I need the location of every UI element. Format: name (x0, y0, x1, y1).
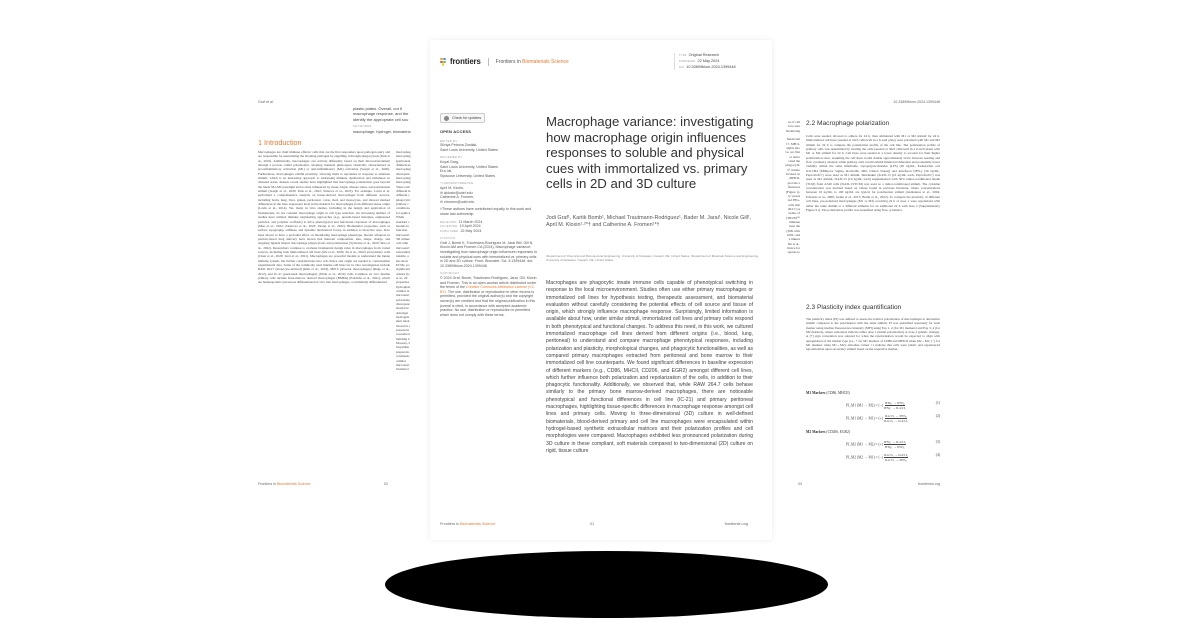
main-footer-journal (440, 522, 496, 526)
received-value: 11 March 2024 (458, 219, 483, 224)
column-fragment-line: (Figure 1), (785, 189, 800, 194)
received-label: RECEIVED (440, 219, 457, 224)
column-fragment-line: e linkers (788, 237, 800, 242)
open-access-label: OPEN ACCESS (440, 129, 472, 134)
journal-header (440, 57, 569, 66)
column-fragment-line: et al., 20 (396, 275, 408, 280)
equation-denominator: IL4/13₁ → IFNγ₂ (884, 458, 908, 462)
column-fragment-line: , MHCII, (787, 176, 800, 181)
column-fragment-line: cellular (396, 358, 406, 363)
column-fragment-line: sponse to (787, 250, 800, 255)
column-fragment-line: building b (396, 336, 410, 341)
column-fragment-line: primary c (396, 202, 409, 207)
journal-name-highlight: Biomaterials Science (522, 58, 569, 65)
abstract-tail-line: plastic plates. Overall, our fi (353, 106, 403, 111)
column-fragment-line: significant (396, 267, 410, 272)
column-fragment-line: ve, we first (785, 150, 800, 155)
column-fragment-line: discrepanc (396, 171, 411, 176)
check-for-updates-button[interactable] (440, 113, 485, 123)
column-fragment-line: differences (396, 163, 411, 168)
column-fragment-line: extracellul (396, 249, 410, 254)
copyright-text (440, 276, 538, 317)
equation-number: (1) (935, 401, 940, 405)
correspondence-label: *CORRESPONDENCE (440, 181, 474, 186)
column-fragment-line: models fo (396, 223, 410, 228)
column-fragment-line: polarizatio (396, 297, 411, 302)
equation-number: (2) (935, 414, 940, 418)
column-fragment-line: functional (786, 137, 800, 142)
published-label: PUBLISHED (679, 59, 696, 63)
correspondent-email[interactable]: ✉ cfromen@udel.edu (440, 199, 475, 204)
article-abstract: Macrophages are phagocytic innate immune cells capable of phenotypical switching in response to the local microenvironment. Studies often use either primary macrophages or immortalized cell lines for hypothesis testing, therapeutic assessment, and biomaterial evaluation without carefully considering the potential effects of cell source and tissue of origin, which strongly influence macrophage response. Surprisingly, limited information is available about how, under similar stimuli, immortalized cell lines and primary cells respond in both phenotypical and functional changes. To address this need, in this work, we cultured immortalized macrophage cell lines derived from different origins (i.e., blood, lung, peritoneal) to understand and compare macrophage phenotypical responses, including polarization and plasticity, morphological changes, and phagocytic functionalities, as well as compared primary macrophages extracted from peritoneal and bone marrow to their immortalized cell line counterparts. We found significant differences in baseline expression of different markers (e.g., CD86, MHCII, CD206, and EGR2) amongst different cell lines, which further influence both polarization and repolarization of the cells, in addition to their phagocytic functionality. Additionally, we observed that, while RAW 264.7 cells behave similarly to the primary bone marrow-derived macrophages, there are noticeable phenotypical and functional differences in cell line (IC-21) and primary peritoneal macrophages, highlighting tissue-specific differences in macrophage response amongst cell lines and primary cells. Moving to three-dimensional (3D) culture in well-defined biomaterials, blood-derived primary and cell line macrophages were encapsulated within hydrogel-based synthetic extracellular matrices and their polarization profiles and cell morphologies were compared. Macrophages exhibited less pronounced polarization during 3D culture in these compliant, soft materials compared to two-dimensional (2D) culture on rigid, tissue culture (546, 280, 753, 454)
column-fragment-line: (TRUM™ (786, 215, 800, 220)
column-fragment-line: choice for (786, 245, 800, 250)
left-page-footer-journal (258, 482, 311, 486)
article-sidebar (440, 113, 538, 317)
column-fragment-line: tudies of (788, 211, 800, 216)
column-fragment-line: microenvi (396, 245, 410, 250)
reviewer-name: Era Jai, (440, 169, 453, 174)
frontiers-logo-icon (440, 58, 446, 66)
m1-markers-label (806, 391, 850, 395)
article-authors: Jodi Graf¹, Kartik Bomb¹, Michael Trautmann-Rodriguez¹, Bader M. Jarai¹, Nicole Gill¹, April M. Kloxin¹·²*† and Catherine A. Fromen¹*† (546, 215, 752, 229)
right-page-site-link[interactable]: frontiersin.org (918, 482, 940, 486)
accepted-value: 19 April 2024 (459, 224, 481, 229)
article-affiliations: ¹Department of Chemical and Biomolecular Engineering, University of Delaware, Newark, DE, United States, ²Department of Materials Science and Engineering, University of Delaware, Newark, DE, United States (546, 254, 759, 262)
column-fragment-line: standard c (396, 219, 410, 224)
left-page-number: 02 (384, 482, 388, 486)
equation-numerator: IL4/13₁ → IL4/13₂ (883, 453, 909, 457)
equation-denominator: IFNγ₁ → IFNγ₂ (884, 445, 905, 449)
column-fragment-line: cell cultu (396, 241, 409, 246)
column-fragment-line: cells that (788, 202, 800, 207)
published-value: 22 May 2024 (697, 58, 720, 63)
m2-markers: (CD206, EGR2) (826, 430, 850, 434)
column-fragment-line: for applica (396, 210, 411, 215)
reviewer-affiliation: Syracuse University, United States (440, 173, 496, 178)
column-fragment-line: ty versus (788, 193, 800, 198)
column-fragment-line: function. (396, 228, 408, 233)
equation-lhs: PI_M2 (M1 → M2) = (+) (846, 442, 883, 447)
section-title-introduction: 1 Introduction (258, 138, 302, 147)
keywords-label: KEYWORDS (353, 124, 372, 128)
column-fragment-line: microenvi (396, 232, 410, 237)
cc-license-link[interactable]: Creative Commons Attribution License (CC BY). (440, 285, 535, 294)
journal-name-prefix: Frontiers in (495, 58, 523, 65)
column-fragment-line: bioactive l (396, 323, 410, 328)
introduction-column-2 (396, 150, 430, 470)
column-fragment-line: GER, and (786, 232, 800, 237)
right-page-column-1 (772, 120, 800, 480)
column-fragment-line: focused on (785, 172, 800, 177)
equal-contribution-note: †These authors have contributed equally to this work and share last authorship (440, 207, 532, 216)
equation-numerator: IFNγ₁ → IL4/13₂ (883, 440, 907, 444)
column-fragment-line: tunable, a (396, 254, 409, 259)
reviewer-affiliation: Saint Louis University, United States (440, 164, 498, 169)
column-fragment-line: microenvi (396, 362, 410, 367)
column-fragment-line: present hi (396, 328, 409, 333)
column-fragment-line: their tunal (396, 319, 410, 324)
right-page-preview (772, 90, 944, 490)
article-doi (679, 65, 736, 71)
column-fragment-line: conditions (396, 206, 410, 211)
column-fragment-line: Mooney, 2 (396, 341, 411, 346)
correspondent-name: April M. Kloxin, (440, 185, 464, 190)
section-2-3-text: The plasticity index (PI) was defined to assess the relative polarization of macrophages to alternative stimuli compared to the polarization with the same stimuli. PI was quantified separately for each marker using median fluorescence intensity (MFI) using Eqs 1, 2 (for M1 markers) and Eqs 3, 4 (for M2 markers), where subscripts indicate either dose 1 (initial polarization) or dose 2 (plastic change). A (+) sign convention was adopted for when the repolarization would be expected to align with upregulation of the marker type (i.e., + for M1 markers of CD86 and MHCII when M2→M1; (−) for M1 markers when M1→M2). Absolute values >1 indicate that cells were plastic and experienced repolarization upon secondary stimuli based on the respective marker. (806, 317, 940, 352)
doi-value[interactable]: 10.3389/fbiom.2024.1399448 (686, 64, 736, 69)
column-fragment-line: provide a (787, 180, 800, 185)
equation-denominator: IL4/13₁ → IL4/13₂ (883, 419, 909, 423)
correspondent-name: Catherine A. Fromen, (440, 195, 475, 200)
edited-by-label: EDITED BY (440, 138, 458, 143)
article-title: Macrophage variance: investigating how macrophage origin influences responses to soluble and physical cues with immortalized vs. primary cells in 2D and 3D culture (546, 114, 754, 191)
column-fragment-line: microenvi (396, 293, 410, 298)
column-fragment-line: es of cell (788, 120, 800, 124)
footer-journal-highlight: Biomaterials Science (460, 522, 496, 526)
column-fragment-line: phagocytic (785, 163, 800, 168)
article-first-page (430, 40, 772, 540)
abstract-tail-line: macrophage response, and the (353, 111, 409, 117)
column-fragment-line: concentrat (396, 332, 410, 337)
running-head: Graf et al. (258, 100, 274, 104)
column-fragment-line: macrophag (396, 180, 411, 185)
accepted-label: ACCEPTED (440, 224, 458, 229)
section-2-2-text: Cells were seeded, allowed to adhere for 24 h, then stimulated with M1 or M2 stimuli for 24 h. Immortalized cell lines (seeded at 10e5 cells/well in a 6-well plate) were polarized with M1 and M2 stimuli for 24 h to compare the polarization profile of the cell line. The polarization profile of primary cells was determined by treating the cells (seeded at 50e5 cells/well in a 6-well plate) with M1 or M2 stimuli for 24 h. Cell lines were seeded at a lower density to account for their higher proliferation rates, assuming the cell lines would double approximately twice between seeding and flow cytometry analysis while primary cells would exhibit limited proliferation and potentially lower viability within the same timeframe. Lipopolysaccharides (LPS) (20 ng/mL, Escherichia coli O111:B4 (Millipore Sigma, Rockville, MD, United States)) and interferon (IFN-γ (20 ng/mL, PeproTech®) were used as M1 stimuli. Interleukin (IL4/IL13 (10 ng/mL each, PeproTech®) was used as M2 stimuli. IL4/IL13 (10 ng/mL each) supplemented with 50% tumor-conditioned media (TCM) from A549 cells (IL4/IL13/TCM) was used as a tumor-conditioned stimuli. The cytokine concentration was decided based on values found in previous literature, where concentrations between 10 ng/mL to 100 ng/mL are typical for polarization stimuli (Andreakos et al., 2004; Edwards et al., 2006; Genin et al., 2015; Bomb et al., 2022). To compare the plasticity of different cell lines, pre-polarized macrophages (M1 or M2) receiving 24 h of dose 1 were repolarized with either the same stimuli or a different stimulus for an additional 24 h with dose 2 (Supplementary Figure S1). The polarization profile was quantified using flow cytometry. (806, 134, 940, 212)
introduction-column-1: Macrophages are chief immune effector cells that are the first responders upon pathogen entry and are responsible for neutralizing the invading pathogen by engulfing it through phagocytosis (Park et al., 2022). Additionally, macrophages can activate differently based on their microenvironment through a process called polarization, adopting transient phenotypes classically characterized as pro-inflammatory activation (M1) or anti-inflammatory (M2) activation (Sreejit et al., 2020). Furthermore, macrophages exhibit plasticity, allowing them to repolarize in response to alternate stimuli, which is an interesting approach to addressing immune dysfunction and imbalance in diseased states. Indeed, recent studies have highlighted that macrophage polarization goes beyond the linear M1-M2 paradigm and is often influenced by tissue origin, disease states, and polarization stimuli (Sreejit et al., 2020; Park et al., 2022; Strizova et al., 2023). For example, Lavin et al. performed a comprehensive analysis on tissue-derived macrophages from different sources, including brain, lung, liver, spleen, peritoneal, colon, ileal, and monocytes, and showed marked differences in the base expression level in the markers for macrophages from different tissue origin (Lavin et al., 2014). Yet, many in vitro studies, including in the design and application of biomaterials, do not consider macrophage origin in cell type selection. An increasing number of studies have utilized immune engineering approaches (e.g., protein-based therapies, engineered particles, and polymer scaffolds) to drive phenotypical and functional responses of macrophages (Mao et al., 2022; Zarubova et al., 2023; Zhong et al., 2022). Biomaterial properties, such as surface topography, stiffness, and dynamic mechanical forces, in addition to bioactive cues, have been shown to have a profound effect on modulating macrophage phenotype. Recent advances in particle-based drug delivery have shown that material composition, size, shape, charge, and targeting ligands impact macrophage phagocytosis and polarization (Sylvestre et al., 2020; Mao et al., 2022). Researchers continue to evaluate biomaterial design rules in macrophages from varied sources, including both immortalized cell lines (Wu et al., 2020; Tu et al., 2022) and primary cells (Chen et al., 2020; Jarai et al., 2021). Macrophages are powerful models to understand the innate immune system, but further considerations into cell choice and origin are needed to contextualize experimental data. Some of the commonly used murine cell lines for in vitro investigation include RAW 264.7 (monocyte-derived) (Kim et al., 2019), MH-S (alveolar macrophages) (Ruge et al., 2012), and IC-21 (peritoneal macrophages) (Ullah et al., 2019) cells. Common ex vivo murine primary cells include bone-marrow derived macrophages (BMMs) (Palombo et al., 2021), which are hematopoietic precursors differentiated ex vivo into macrophages, or terminally differentiated (258, 150, 390, 285)
column-fragment-line: 264.7) as (787, 206, 800, 211)
update-badge-icon (444, 116, 449, 121)
editor-name: Silviya Petrova Zustiak, (440, 143, 478, 148)
reviewed-by-label: REVIEWED BY (440, 155, 463, 160)
column-fragment-line: While (396, 215, 405, 220)
equation-number: (3) (935, 440, 940, 444)
running-head-doi: 10.3389/fbiom.2024.1399448 (893, 100, 940, 104)
footer-journal-highlight: Biomaterials Science (276, 482, 311, 486)
column-fragment-line: (3Ms with (786, 228, 800, 233)
left-page-preview (258, 90, 430, 490)
column-fragment-line: cated the (788, 159, 800, 164)
header-divider (488, 58, 489, 66)
column-fragment-line: phagocytic (396, 197, 411, 202)
main-footer-site-link[interactable]: frontiersin.org (724, 522, 748, 526)
m2-label: M2 Markers (806, 430, 826, 434)
column-fragment-line: There rem (396, 184, 410, 189)
column-fragment-line: Amongst (396, 310, 409, 315)
correspondent-email[interactable]: ✉ akloxin@udel.edu (440, 190, 473, 195)
column-fragment-line: bucklering (785, 128, 800, 133)
reviewer-name: Koyal Garg, (440, 159, 459, 164)
column-fragment-line: consistenc (396, 354, 410, 359)
footer-journal-prefix: Frontiers in (440, 522, 461, 526)
right-page-number: 03 (798, 482, 802, 486)
section-title-macrophage-polarization: 2.2 Macrophage polarization (806, 120, 890, 127)
column-fragment-line: hydrophob (396, 284, 411, 289)
column-fragment-line: 3° culture (787, 167, 800, 172)
column-fragment-line: preparatio (396, 349, 410, 354)
column-fragment-line: macrophag (396, 167, 411, 172)
column-fragment-line: different le (396, 189, 411, 194)
column-fragment-line: biopríntin (396, 345, 410, 350)
section-title-plasticity-index: 2.3 Plasticity index quantification (806, 304, 902, 311)
column-fragment-line: properties (396, 280, 410, 285)
column-fragment-line: should be (396, 306, 409, 311)
keywords: macrophage, hydrogel, biomateria (353, 130, 411, 134)
equation-lhs: PI_M2 (M2 → M1) = (−) (846, 455, 883, 460)
column-fragment-line: immune (789, 219, 800, 224)
column-fragment-line: hydrogels (396, 315, 410, 320)
published-value: 22 May 2024 (460, 228, 482, 233)
citation-text: Graf J, Bomb K, Trautmann-Rodriguez M, Jarai BM, Gill N, Kloxin AM and Fromen CA (2024), Macrophage variance: investigating how macrophage origin influences responses to soluble and physical cues with immortalized vs. primary cells in 2D and 3D culture. Front. Biomater. Sci. 3:1399448. doi: 10.3389/fbiom.2024.1399448 (440, 240, 538, 268)
column-fragment-line: 17, MH-S, (785, 141, 800, 146)
m1-label: M1 Markers (806, 391, 826, 395)
column-fragment-line: different c (396, 193, 410, 198)
column-fragment-line: biomateri (396, 367, 409, 372)
column-fragment-line: 3D culture (396, 236, 411, 241)
article-meta (674, 53, 736, 70)
m1-markers: (CD86, MHCII) (826, 391, 850, 395)
copyright-label: COPYRIGHT (440, 271, 460, 276)
citation-label: CITATION (440, 236, 456, 241)
column-fragment-line: Du et al., (787, 241, 800, 246)
article-dates (440, 220, 538, 234)
type-label: TYPE (679, 54, 687, 57)
published-date (440, 229, 538, 234)
abstract-tail-line: identify the appropriate cell sou (353, 116, 409, 122)
check-updates-label: Check for updates (452, 115, 482, 120)
column-fragment-line: face area (788, 124, 800, 129)
column-fragment-line: ECMs, po (396, 262, 410, 267)
footer-journal-prefix: Frontiers in (258, 482, 277, 486)
journal-name[interactable] (496, 59, 569, 65)
column-fragment-line: ted PEG- (787, 198, 800, 203)
column-fragment-line: culture (G (396, 271, 410, 276)
column-fragment-line: macrophag (396, 154, 411, 159)
main-page-number: 01 (590, 522, 595, 526)
column-fragment-line: cellular re (396, 289, 410, 293)
doi-label: DOI (679, 65, 685, 69)
column-fragment-line: macrophag (396, 176, 411, 181)
column-fragment-line: here the (789, 224, 800, 229)
frontiers-brand[interactable]: frontiers (450, 57, 481, 66)
editor-affiliation: Saint Louis University, United States (440, 147, 498, 152)
column-fragment-line: fferences (787, 185, 800, 190)
equation-denominator: IFNγ₁ → IL4/13₂ (883, 406, 907, 410)
equation-numerator: IFNγ₁ → IFNγ₂ (884, 401, 905, 405)
column-fragment-line: or naive (789, 154, 800, 159)
column-fragment-line: sights into (786, 146, 800, 151)
abstract-tail (353, 106, 430, 122)
page-shadow-shape (385, 551, 828, 618)
equation-number: (4) (935, 453, 940, 457)
equation-numerator: IL4/13₁ → IFNγ₂ (884, 414, 908, 418)
m2-markers-label (806, 430, 850, 434)
column-fragment-line: (peritoneal (396, 158, 411, 163)
column-fragment-line: has show (396, 258, 409, 263)
copyright-pre: © 2024 Graf, Bomb, Trautmann-Rodriguez, Jarai, Gill, Kloxin and Fromen. This is an open-access article distributed under the terms of the (440, 276, 537, 290)
type-value: Original Research (688, 53, 719, 57)
copyright-post: The use, distribution or reproduction in other forums is permitted, provided the original author(s) and the copyright owner(s) are credited and that the original publication in this journal is cited, in accordance with accepted academic practice. No use, distribution or reproduction is permitted which does not comply with these terms. (440, 289, 536, 317)
equation-lhs: PI_M1 (M2 → M1) = (+) (846, 416, 883, 421)
column-fragment-line: discrepanc (396, 302, 411, 307)
equation-lhs: PI_M1 (M1 → M2) = (−) (846, 403, 883, 408)
published-label: PUBLISHED (440, 228, 459, 233)
column-fragment-line: macrophag (396, 150, 411, 154)
